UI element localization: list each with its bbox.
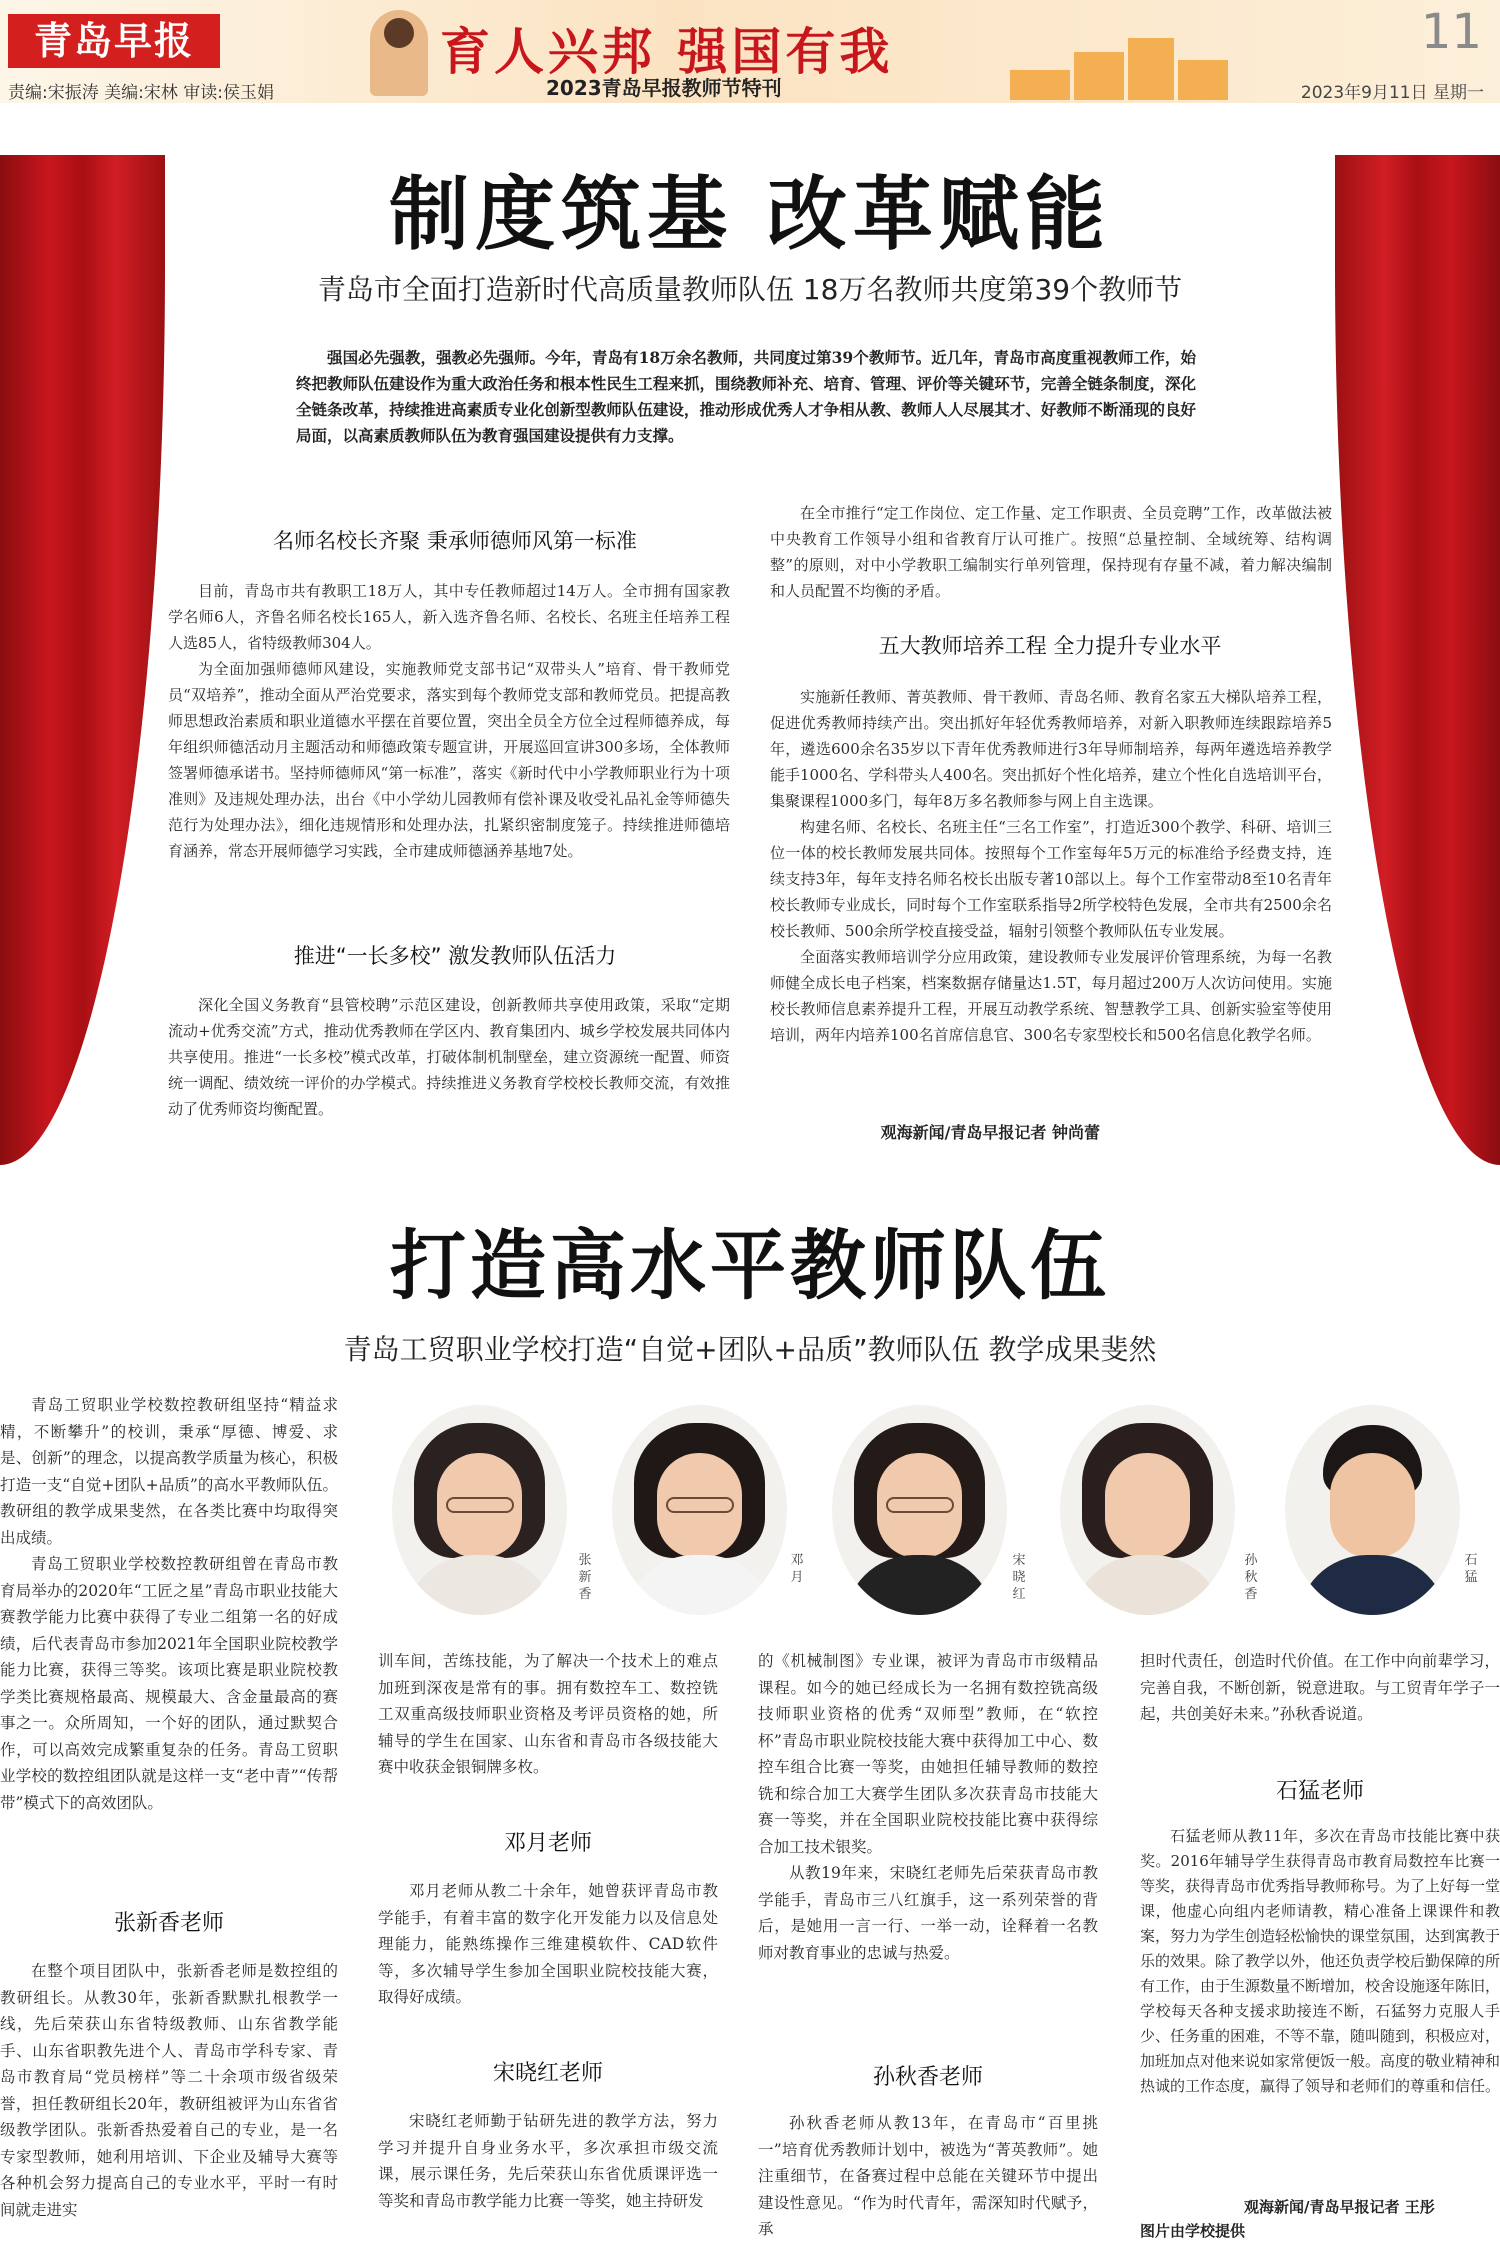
mother-child-illustration-icon	[370, 10, 428, 96]
teacher-name-deng-yue: 邓月老师	[503, 1831, 592, 1856]
paragraph: 在全市推行“定工作岗位、定工作量、定工作职责、全员竞聘”工作，改革做法被中央教育工作领导小组和省教育厅认可推广。按照“总量控制、全域统筹、结构调整”的原则，对中小学教职工编制实行单列管理，保持现有存量不减，着力解决编制和人员配置不均衡的矛盾。	[770, 504, 1332, 600]
teacher-bio-deng-yue	[378, 1878, 718, 2011]
article2-column-2	[378, 1648, 718, 1781]
article2-subheadline: 青岛工贸职业学校打造“自觉+团队+品质”教师队伍 教学成果斐然	[343, 1333, 1157, 1366]
teacher-bio-sun-qiuxiang	[758, 2110, 1098, 2243]
paragraph: 从教19年来，宋晓红老师先后荣获青岛市教学能手，青岛市三八红旗手，这一系列荣誉的背后，是她用一言一行、一举一动，诠释着一名教师对教育事业的忠诚与热爱。	[758, 1864, 1098, 1962]
paragraph: 在整个项目团队中，张新香老师是数控组的教研组长。从教30年，张新香默默扎根教学一线，先后荣获山东省特级教师、山东省教学能手、山东省职教先进个人、青岛市学科专家、青岛市教育局“党员榜样”等二十余项市级省级荣誉，担任教研组长20年，教研组被评为山东省省级教学团队。张新香热爱着自己的专业，是一名专家型教师，她利用培训、下企业及辅导大赛等各种机会努力提高自己的专业水平，平时一有时间就走进实	[0, 1962, 338, 2219]
teacher-photo-sun-qiuxiang	[1060, 1405, 1235, 1615]
teacher-photo-zhang-xinxiang	[392, 1405, 567, 1615]
article1-left-column-2	[168, 992, 730, 1122]
building-blocks-illustration-icon	[1010, 30, 1230, 100]
section-title-famous-teachers: 名师名校长齐聚 秉承师德师风第一标准	[273, 529, 637, 553]
photo-caption: 石猛	[1464, 1553, 1478, 1585]
photo-caption: 宋晓红	[1012, 1553, 1026, 1602]
paragraph: 石猛老师从教11年，多次在青岛市技能比赛中获奖。2016年辅导学生获得青岛市教育局数控车比赛一等奖，获得青岛市优秀指导教师称号。为了上好每一堂课，他虚心向组内老师请教，精心准备上课课件和教案，努力为学生创造轻松愉快的课堂氛围，达到寓教于乐的效果。除了教学以外，他还负责学校后勤保障的所有工作，由于生源数量不断增加，校舍设施逐年陈旧，学校每天各种支援求助接连不断，石猛努力克服人手少、任务重的困难，不等不靠，随叫随到，积极应对，加班加点对他来说如家常便饭一般。高度的敬业精神和热诚的工作态度，赢得了领导和老师们的尊重和信任。	[1140, 1827, 1500, 2095]
article2-column-4	[1140, 1648, 1500, 1728]
teacher-photo-shi-meng	[1285, 1405, 1460, 1615]
section-title-five-projects: 五大教师培养工程 全力提升专业水平	[878, 634, 1222, 658]
teacher-bio-shi-meng	[1140, 1824, 1500, 2099]
article2-column-3	[758, 1648, 1098, 1966]
article2-headline: 打造高水平教师队伍	[390, 1221, 1110, 1310]
article1-headline: 制度筑基 改革赋能	[389, 168, 1111, 261]
article1-left-column	[168, 578, 730, 864]
paragraph: 训车间，苦练技能，为了解决一个技术上的难点加班到深夜是常有的事。拥有数控车工、数控铣工双重高级技师职业资格及考评员资格的她，所辅导的学生在国家、山东省和青岛市各级技能大赛中收获金银铜牌多枚。	[378, 1652, 718, 1776]
photo-credit: 图片由学校提供	[1140, 2222, 1246, 2240]
teacher-name-shi-meng: 石猛老师	[1275, 1779, 1364, 1804]
paragraph: 青岛工贸职业学校数控教研组坚持“精益求精，不断攀升”的校训，秉承“厚德、博爱、求是、创新”的理念，以提高教学质量为核心，积极打造一支“自觉+团队+品质”的高水平教师队伍。教研组的教学成果斐然，在各类比赛中均取得突出成绩。	[0, 1396, 338, 1547]
paragraph: 的《机械制图》专业课，被评为青岛市市级精品课程。如今的她已经成长为一名拥有数控铣高级技师职业资格的优秀“双师型”教师，在“软控杯”青岛市职业院校技能大赛中获得加工中心、数控车组合比赛一等奖，由她担任辅导教师的数控铣和综合加工大赛学生团队多次获青岛市技能大赛一等奖，并在全国职业院校技能比赛中获得综合加工技术银奖。	[758, 1652, 1098, 1856]
paragraph: 构建名师、名校长、名班主任“三名工作室”，打造近300个教学、科研、培训三位一体的校长教师发展共同体。按照每个工作室每年5万元的标准给予经费支持，连续支持3年，每年支持名师名校长出版专著10部以上。每个工作室带动8至10名青年校长教师专业成长，同时每个工作室联系指导2所学校特色发展，全市共有2500余名校长教师、500余所学校直接受益，辐射引领整个教师队伍专业发展。	[770, 818, 1332, 940]
photo-caption: 孙秋香	[1244, 1553, 1258, 1602]
article1-lead: 强国必先强教，强教必先强师。今年，青岛有18万余名教师，共同度过第39个教师节。近几年，青岛市高度重视教师工作，始终把教师队伍建设作为重大政治任务和根本性民生工程来抓，围绕教师补充、培育、管理、评价等关键环节，完善全链条制度，深化全链条改革，持续推进高素质专业化创新型教师队伍建设，推动形成优秀人才争相从教、教师人人尽展其才、好教师不断涌现的良好局面，以高素质教师队伍为教育强国建设提供有力支撑。	[296, 348, 1196, 445]
editor-credits: 责编:宋振涛 美编:宋林 审读:侯玉娟	[8, 83, 274, 103]
issue-date: 2023年9月11日 星期一	[1300, 83, 1484, 103]
paragraph: 青岛工贸职业学校数控教研组曾在青岛市教育局举办的2020年“工匠之星”青岛市职业技能大赛教学能力比赛中获得了专业二组第一名的好成绩，后代表青岛市参加2021年全国职业院校教学能力比赛，获得三等奖。该项比赛是职业院校教学类比赛规格最高、规模最大、含金量最高的赛事之一。众所周知，一个好的团队，通过默契合作，可以高效完成繁重复杂的任务。青岛工贸职业学校的数控组团队就是这样一支“老中青”“传帮带”模式下的高效团队。	[0, 1555, 338, 1812]
article2-intro-column	[0, 1392, 338, 1816]
paragraph: 深化全国义务教育“县管校聘”示范区建设，创新教师共享使用政策，采取“定期流动+优秀交流”方式，推动优秀教师在学区内、教育集团内、城乡学校发展共同体内共享使用。推进“一长多校”模式改革，打破体制机制壁垒，建立资源统一配置、师资统一调配、绩效统一评价的办学模式。持续推进义务教育学校校长教师交流，有效推动了优秀师资均衡配置。	[168, 996, 730, 1118]
article1-subheadline: 青岛市全面打造新时代高质量教师队伍 18万名教师共度第39个教师节	[317, 273, 1183, 306]
teacher-name-zhang-xinxiang: 张新香老师	[113, 1911, 224, 1936]
teacher-bio-song-xiaohong	[378, 2108, 718, 2214]
paragraph: 全面落实教师培训学分应用政策，建设教师专业发展评价管理系统，为每一名教师健全成长电子档案，档案数据存储量达1.5T，每月超过200万人次访问使用。实施校长教师信息素养提升工程，开展互动教学系统、智慧教学工具、创新实验室等使用培训，两年内培养100名首席信息官、300名专家型校长和500名信息化教学名师。	[770, 948, 1332, 1044]
teacher-name-sun-qiuxiang: 孙秋香老师	[872, 2065, 983, 2090]
teacher-bio-zhang-xinxiang	[0, 1958, 338, 2223]
paragraph: 实施新任教师、菁英教师、骨干教师、青岛名师、教育名家五大梯队培养工程，促进优秀教师持续产出。突出抓好年轻优秀教师培养，对新入职教师连续跟踪培养5年，遴选600余名35岁以下青年优秀教师进行3年导师制培养，每两年遴选培养教学能手1000名、学科带头人400名。突出抓好个性化培养，建立个性化自选培训平台，集聚课程1000多门，每年8万多名教师参与网上自主选课。	[770, 688, 1332, 810]
photo-caption: 张新香	[578, 1553, 592, 1602]
teacher-photo-song-xiaohong	[832, 1405, 1007, 1615]
masthead	[0, 0, 1500, 103]
section-title-one-head-multi-school: 推进“一长多校” 激发教师队伍活力	[293, 944, 617, 968]
paragraph: 邓月老师从教二十余年，她曾获评青岛市教学能手，有着丰富的数字化开发能力以及信息处理能力，能熟练操作三维建模软件、CAD软件等，多次辅导学生参加全国职业院校技能大赛，取得好成绩。	[378, 1882, 718, 2006]
teacher-name-song-xiaohong: 宋晓红老师	[492, 2061, 603, 2086]
paragraph: 担时代责任，创造时代价值。在工作中向前辈学习，完善自我，不断创新，锐意进取。与工贸青年学子一起，共创美好未来。”孙秋香说道。	[1140, 1652, 1500, 1723]
article1-right-column	[770, 500, 1332, 604]
page-number: 11	[1420, 4, 1482, 60]
paragraph: 目前，青岛市共有教职工18万人，其中专任教师超过14万人。全市拥有国家教学名师6人，齐鲁名师名校长165人，新入选齐鲁名师、名校长、名班主任培养工程人选85人，省特级教师304人。	[168, 582, 730, 652]
slogan: 育人兴邦 强国有我	[440, 23, 894, 81]
article2-byline: 观海新闻/青岛早报记者 王彤	[1244, 2198, 1435, 2216]
paragraph: 宋晓红老师勤于钻研先进的教学方法，努力学习并提升自身业务水平，多次承担市级交流课，展示课任务，先后荣获山东省优质课评选一等奖和青岛市教学能力比赛一等奖，她主持研发	[378, 2112, 718, 2210]
article1-byline: 观海新闻/青岛早报记者 钟尚蕾	[880, 1123, 1100, 1142]
paragraph: 为全面加强师德师风建设，实施教师党支部书记“双带头人”培育、骨干教师党员“双培养”，推动全面从严治党要求，落实到每个教师党支部和教师党员。把提高教师思想政治素质和职业道德水平摆在首要位置，突出全员全方位全过程师德养成，每年组织师德活动月主题活动和师德政策专题宣讲，开展巡回宣讲300多场，全体教师签署师德承诺书。坚持师德师风“第一标准”，落实《新时代中小学教师职业行为十项准则》及违规处理办法，出台《中小学幼儿园教师有偿补课及收受礼品礼金等师德失范行为处理办法》，细化违规情形和处理办法，扎紧织密制度笼子。持续推进师德培育涵养，常态开展师德学习实践，全市建成师德涵养基地7处。	[168, 660, 730, 860]
special-issue-label: 2023青岛早报教师节特刊	[546, 76, 782, 100]
photo-caption: 邓月	[790, 1553, 804, 1585]
article1-right-column-2	[770, 684, 1332, 1048]
teacher-photo-deng-yue	[612, 1405, 787, 1615]
paragraph: 孙秋香老师从教13年，在青岛市“百里挑一”培育优秀教师计划中，被选为“菁英教师”。她注重细节，在备赛过程中总能在关键环节中提出建设性意见。“作为时代青年，需深知时代赋予，承	[758, 2114, 1098, 2238]
newspaper-logo[interactable]: 青岛早报	[8, 14, 220, 68]
